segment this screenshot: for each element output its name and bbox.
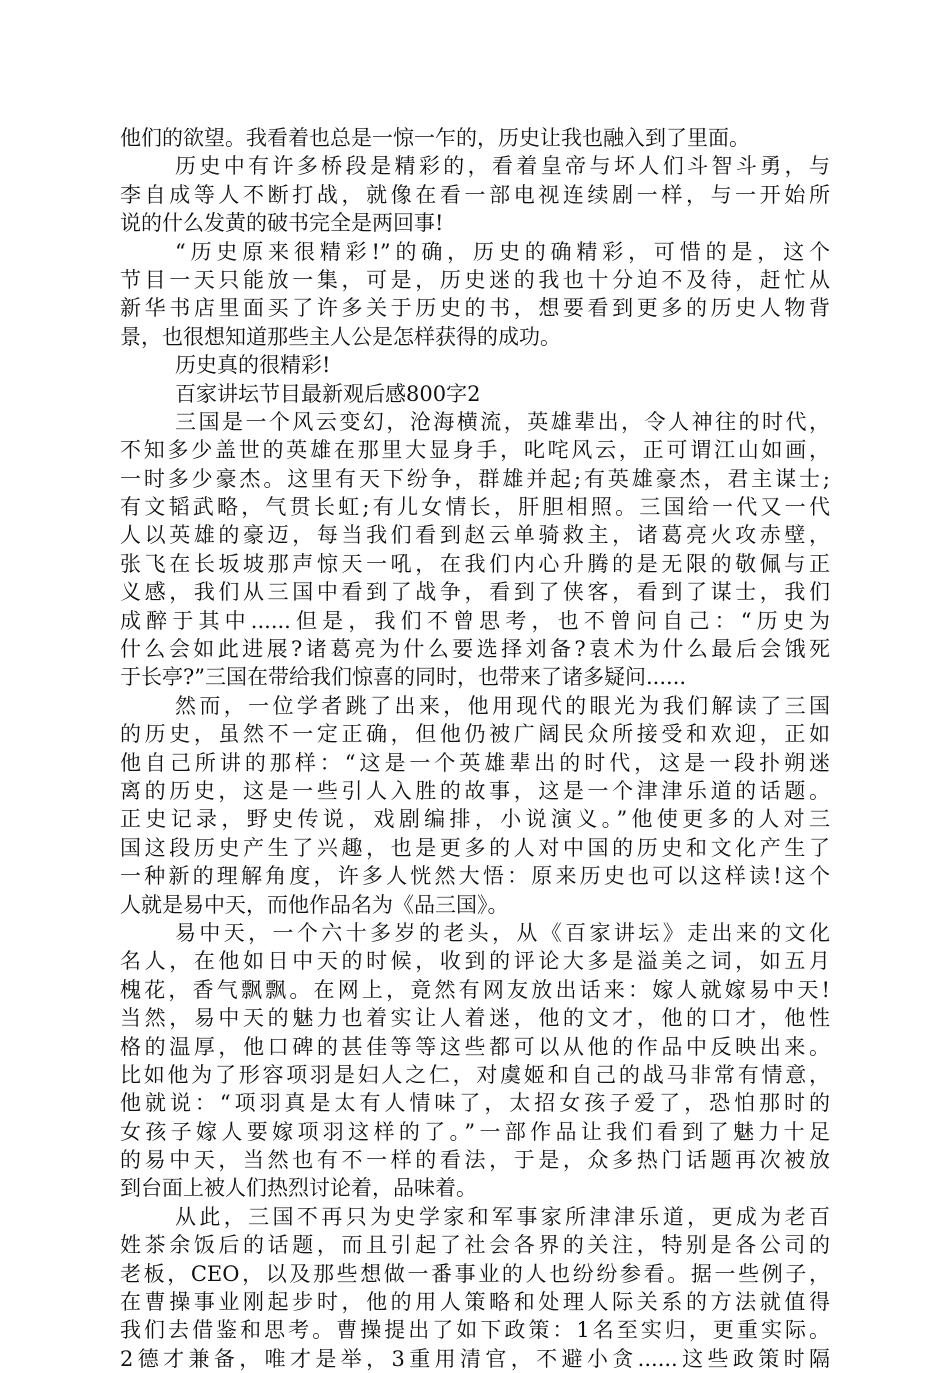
text-line: 老板，CEO，以及那些想做一番事业的人也纷纷参看。据一些例子， <box>120 1261 830 1286</box>
text-line: 名人，在他如日中天的时候，收到的评论大多是溢美之词，如五月 <box>120 949 830 974</box>
text-line: 当然，易中天的魅力也着实让人着迷，他的文才，他的口才，他性 <box>120 1006 830 1031</box>
text-line: 有文韬武略，气贯长虹;有儿女情长，肝胆相照。三国给一代又一代 <box>120 495 830 520</box>
text-line: 的历史，虽然不一定正确，但他仍被广阔民众所接受和欢迎，正如 <box>120 722 830 747</box>
text-line: 不知多少盖世的英雄在那里大显身手，叱咤风云，正可谓江山如画， <box>120 438 830 463</box>
text-line: 他自己所讲的那样：“这是一个英雄辈出的时代，这是一段扑朔迷 <box>120 750 830 775</box>
text-line: 正史记录，野史传说，戏剧编排，小说演义。”他使更多的人对三 <box>120 807 830 832</box>
text-line: 然而，一位学者跳了出来，他用现代的眼光为我们解读了三国 <box>175 693 830 718</box>
text-line: 在曹操事业刚起步时，他的用人策略和处理人际关系的方法就值得 <box>120 1290 830 1315</box>
text-line: 新华书店里面买了许多关于历史的书，想要看到更多的历史人物背 <box>120 296 830 321</box>
text-line: 他们的欲望。我看着也总是一惊一乍的，历史让我也融入到了里面。 <box>120 126 750 150</box>
text-line: 历史中有许多桥段是精彩的，看着皇帝与坏人们斗智斗勇，与 <box>175 154 830 179</box>
text-line: 义感，我们从三国中看到了战争，看到了侠客，看到了谋士，我们 <box>120 580 830 605</box>
text-line: 的易中天，当然也有不一样的看法，于是，众多热门话题再次被放 <box>120 1148 830 1173</box>
text-line: 历史真的很精彩! <box>175 353 331 378</box>
text-line: 景，也很想知道那些主人公是怎样获得的成功。 <box>120 324 561 349</box>
text-line: 到台面上被人们热烈讨论着，品味着。 <box>120 1176 477 1201</box>
text-line: 张飞在长坂坡那声惊天一吼，在我们内心升腾的是无限的敬佩与正 <box>120 551 830 576</box>
text-line: 比如他为了形容项羽是妇人之仁，对虞姬和自己的战马非常有情意， <box>120 1062 830 1087</box>
text-line: 我们去借鉴和思考。曹操提出了如下政策：1名至实归，更重实际。 <box>120 1318 830 1343</box>
text-line: 从此，三国不再只为史学家和军事家所津津乐道，更成为老百 <box>175 1204 830 1229</box>
text-line: 成醉于其中......但是，我们不曾思考，也不曾问自己：“历史为 <box>120 608 830 633</box>
text-line: 离的历史，这是一些引人入胜的故事，这是一个津津乐道的话题。 <box>120 778 830 803</box>
text-line: 李自成等人不断打战，就像在看一部电视连续剧一样，与一开始所 <box>120 182 830 207</box>
text-line: 人就是易中天，而他作品名为《品三国》。 <box>120 892 509 917</box>
text-line: 槐花，香气飘飘。在网上，竟然有网友放出话来：嫁人就嫁易中天! <box>120 977 830 1002</box>
text-line: 他就说：“项羽真是太有人情味了，太招女孩子爱了，恐怕那时的 <box>120 1091 830 1116</box>
text-line: 人以英雄的豪迈，每当我们看到赵云单骑救主，诸葛亮火攻赤壁， <box>120 523 830 548</box>
text-line: 格的温厚，他口碑的甚佳等等这些都可以从他的作品中反映出来。 <box>120 1034 830 1059</box>
text-line: 姓茶余饭后的话题，而且引起了社会各界的关注，特别是各公司的 <box>120 1233 830 1258</box>
text-line: 三国是一个风云变幻，沧海横流，英雄辈出，令人神往的时代， <box>175 409 830 434</box>
text-line: 2德才兼备，唯才是举，3重用清官，不避小贪......这些政策时隔 <box>120 1346 830 1371</box>
text-line: 于长亭?”三国在带给我们惊喜的同时，也带来了诸多疑问...... <box>120 665 687 690</box>
text-line: 什么会如此进展?诸葛亮为什么要选择刘备?袁术为什么最后会饿死 <box>120 637 830 662</box>
text-line: 女孩子嫁人要嫁项羽这样的了。”一部作品让我们看到了魅力十足 <box>120 1119 830 1144</box>
document-body <box>120 124 830 1373</box>
text-line: 国这段历史产生了兴趣，也是更多的人对中国的历史和文化产生了 <box>120 835 830 860</box>
text-line: “历史原来很精彩!”的确，历史的确精彩，可惜的是，这个 <box>175 239 830 264</box>
text-line: 百家讲坛节目最新观后感800字2 <box>175 381 481 406</box>
text-line: 易中天，一个六十多岁的老头，从《百家讲坛》走出来的文化 <box>175 920 830 945</box>
text-line: 一时多少豪杰。这里有天下纷争，群雄并起;有英雄豪杰，君主谋士; <box>120 466 830 491</box>
text-line: 节目一天只能放一集，可是，历史迷的我也十分迫不及待，赶忙从 <box>120 267 830 292</box>
text-line: 一种新的理解角度，许多人恍然大悟：原来历史也可以这样读!这个 <box>120 864 830 889</box>
text-line: 说的什么发黄的破书完全是两回事! <box>120 211 444 236</box>
